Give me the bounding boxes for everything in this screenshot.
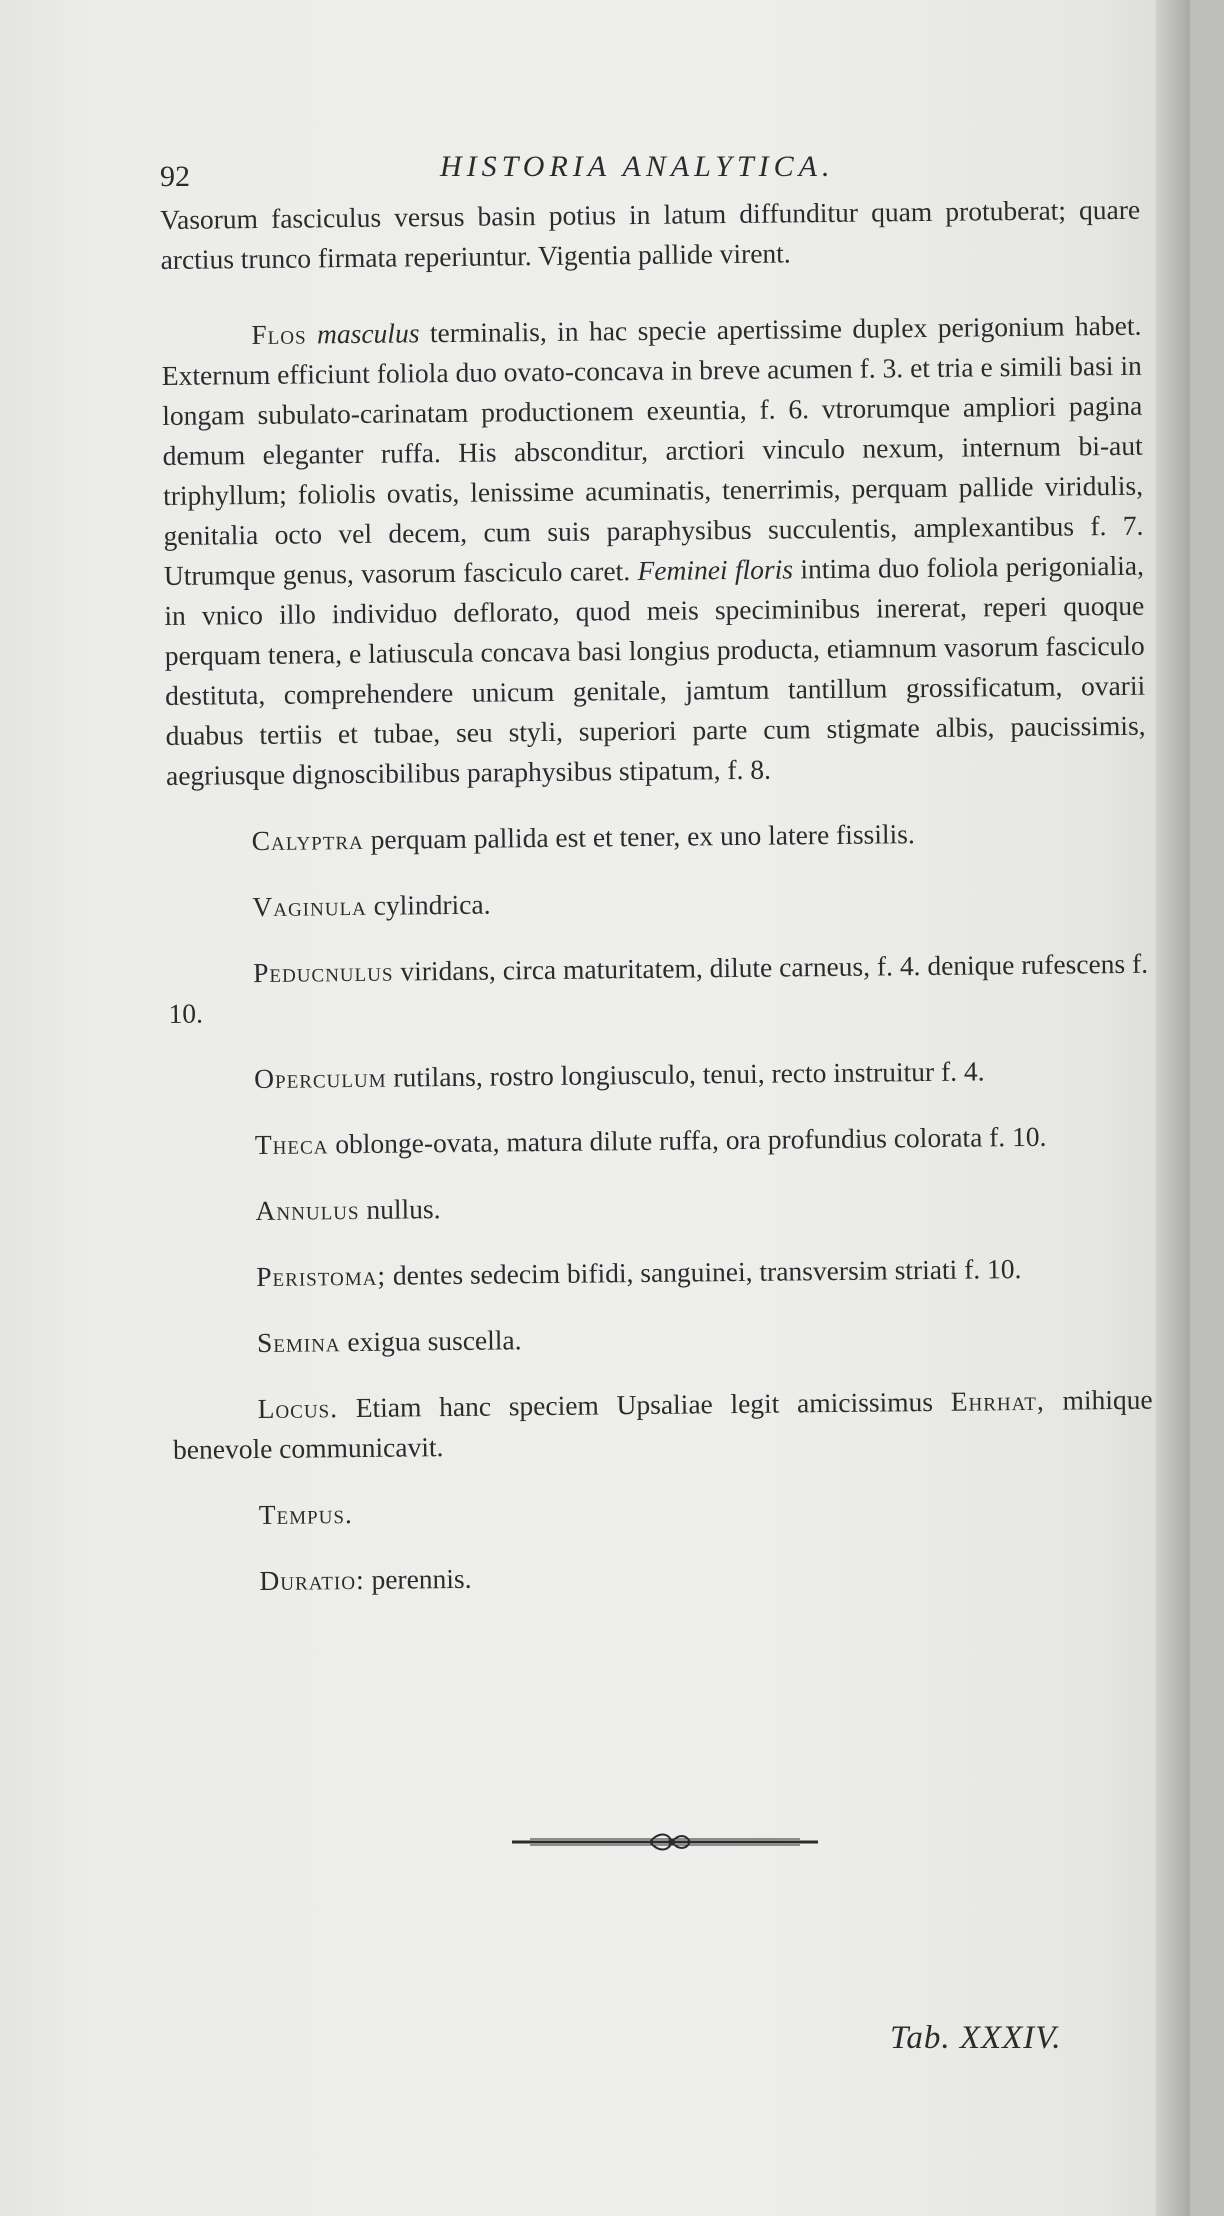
entry-text: dentes sedecim bifidi, sanguinei, transversim striati f. 10. (392, 1253, 1022, 1291)
entry-semina (172, 1314, 1152, 1364)
entry-text: oblonge-ovata, matura dilute ruffa, ora profundius colorata f. 10. (335, 1120, 1047, 1160)
entry-text: rutilans, rostro longiusculo, tenui, recto instruitur f. 4. (393, 1055, 985, 1093)
term-feminei-floris: Feminei floris (637, 553, 794, 587)
entry-locus (172, 1380, 1153, 1470)
entry-person-name: Ehrhat, (950, 1384, 1045, 1417)
entry-text-after: mihique benevole communicavit. (172, 1383, 1153, 1465)
plate-reference: Tab. XXXIV. (890, 2020, 1062, 2056)
entry-term: Duratio: (259, 1563, 365, 1597)
entry-term: Operculum (254, 1061, 387, 1095)
flos-text-2: intima duo foliola perigonialia, in vnico illo individuo deflorato, quod meis speciminibus inererat, reperi quoque perquam tenera, e latiuscula concava basi longius producta, etiamnum vasorum fasciculo destituta, comprehendere unicum genitale, jamtum tantillum grossificatum, ovarii duabus tertiis et tubae, seu styli, superiori parte cum stigmate albis, paucissimis, aegriusque dignoscibilibus paraphysibus stipatum, f. 8. (164, 549, 1146, 791)
entry-text: nullus. (366, 1193, 441, 1225)
entry-text: perquam pallida est et tener, ex uno latere fissilis. (370, 818, 915, 855)
paragraph-vasorum: Vasorum fasciculus versus basin potius in latum diffunditur quam protuberat; quare arctius trunco firmata reperiuntur. Vigentia pallide virent. (160, 193, 1141, 275)
running-head: HISTORIA ANALYTICA. (440, 150, 835, 183)
entry-duratio (174, 1552, 1154, 1602)
entry-annulus (170, 1182, 1150, 1232)
entry-calyptra (167, 812, 1147, 862)
entry-theca (170, 1116, 1150, 1166)
paragraph-flos (161, 306, 1146, 796)
entry-term: Vaginula (252, 889, 367, 923)
entry-term: Peristoma; (256, 1259, 387, 1293)
entry-tempus (174, 1486, 1154, 1536)
entry-term: Semina (256, 1326, 341, 1359)
entry-term: Annulus (255, 1193, 360, 1227)
page-edge (1156, 0, 1190, 2216)
ornament-rule (510, 1830, 820, 1854)
entry-text: perennis. (371, 1562, 472, 1595)
entry-operculum (169, 1050, 1149, 1100)
entry-term: Calyptra (251, 823, 364, 857)
entry-term: Tempus. (258, 1498, 353, 1531)
entry-peristoma (171, 1248, 1151, 1298)
entry-peducnulus (168, 944, 1149, 1034)
entry-term: Locus. (257, 1392, 339, 1425)
term-flos: Flos (251, 318, 307, 351)
entry-vaginula (167, 878, 1147, 928)
entry-term: Theca (254, 1128, 329, 1161)
entry-text: exigua suscella. (347, 1324, 522, 1358)
page-number: 92 (160, 160, 190, 193)
entry-text: Etiam hanc speciem Upsaliae legit amicissimus (355, 1385, 934, 1424)
entry-text: cylindrica. (373, 888, 491, 921)
page-header (160, 150, 1160, 194)
flos-text-1: terminalis, in hac specie apertissime duplex perigonium habet. Externum efficiunt foliola duo ovato-concava in breve acumen f. 3. et tria e simili basi in longam subulato-carinatam productionem exeuntia, f. 6. vtrorumque ampliori pagina demum eleganter ruffa. His absconditur, arctiori vinculo nexum, internum bi-aut triphyllum; foliolis ovatis, lenissime acuminatis, tenerrimis, perquam pallide viridulis, genitalia octo vel decem, cum suis paraphysibus succulentis, amplexantibus f. 7. Utrumque genus, vasorum fasciculo caret. (161, 309, 1144, 591)
page-body (160, 190, 1155, 1602)
term-masculus: masculus (316, 317, 420, 350)
entry-text: viridans, circa maturitatem, dilute carneus, f. 4. denique rufescens f. 10. (168, 947, 1149, 1029)
entry-term: Peducnulus (252, 955, 394, 989)
